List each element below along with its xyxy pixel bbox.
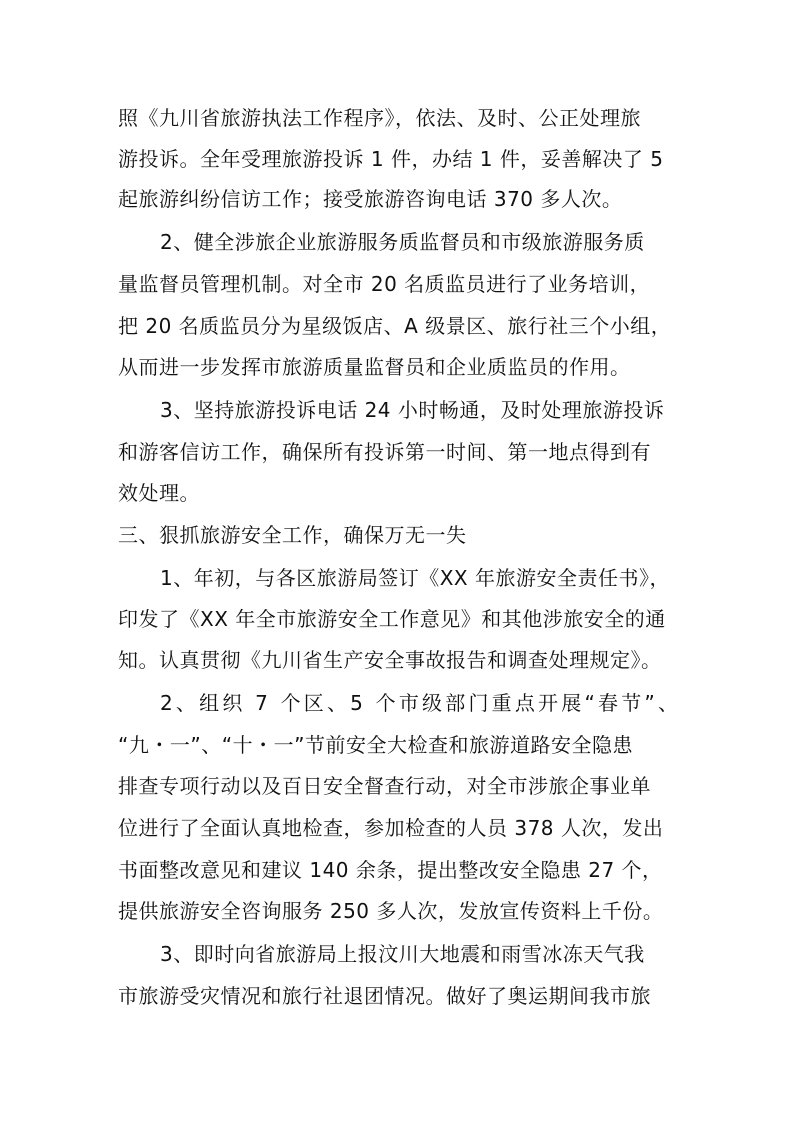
text-line: 知。认真贯彻《九川省生产安全事故报告和调查处理规定》。 <box>118 648 662 672</box>
text-line: 从而进一步发挥市旅游质量监督员和企业质监员的作用。 <box>118 355 631 379</box>
text-line: 起旅游纠纷信访工作；接受旅游咨询电话 370 多人次。 <box>118 187 623 211</box>
text-line: 1、年初，与各区旅游局签订《XX 年旅游安全责任书》， <box>160 566 670 590</box>
text-line: 把 20 名质监员分为星级饭店、A 级景区、旅行社三个小组， <box>118 314 672 338</box>
text-line: “九・一”、“十・一”节前安全大检查和旅游道路安全隐患 <box>118 733 633 757</box>
text-line: 游投诉。全年受理旅游投诉 1 件，办结 1 件，妥善解决了 5 <box>118 147 664 171</box>
text-line: 2、组织 7 个区、5 个市级部门重点开展“春节”、 <box>160 691 682 715</box>
text-line: 3、坚持旅游投诉电话 24 小时畅通，及时处理旅游投诉 <box>160 398 665 422</box>
text-line: 排查专项行动以及百日安全督查行动，对全市涉旅企事业单 <box>118 774 651 798</box>
text-line: 和游客信访工作，确保所有投诉第一时间、第一地点得到有 <box>118 440 651 464</box>
text-line: 效处理。 <box>118 481 200 505</box>
text-line: 印发了《XX 年全市旅游安全工作意见》和其他涉旅安全的通 <box>118 607 666 631</box>
text-line: 2、健全涉旅企业旅游服务质监督员和市级旅游服务质 <box>160 230 645 254</box>
text-line: 照《九川省旅游执法工作程序》，依法、及时、公正处理旅 <box>118 106 641 130</box>
text-line: 3、即时向省旅游局上报汶川大地震和雨雪冰冻天气我 <box>160 942 645 966</box>
text-line: 市旅游受灾情况和旅行社退团情况。做好了奥运期间我市旅 <box>118 984 651 1008</box>
section-heading: 三、狠抓旅游安全工作，确保万无一失 <box>118 523 467 547</box>
text-line: 书面整改意见和建议 140 余条，提出整改安全隐患 27 个， <box>118 858 663 882</box>
text-line: 位进行了全面认真地检查，参加检查的人员 378 人次，发出 <box>118 816 664 840</box>
text-line: 量监督员管理机制。对全市 20 名质监员进行了业务培训， <box>118 272 651 296</box>
text-line: 提供旅游安全咨询服务 250 多人次，发放宣传资料上千份。 <box>118 899 664 923</box>
